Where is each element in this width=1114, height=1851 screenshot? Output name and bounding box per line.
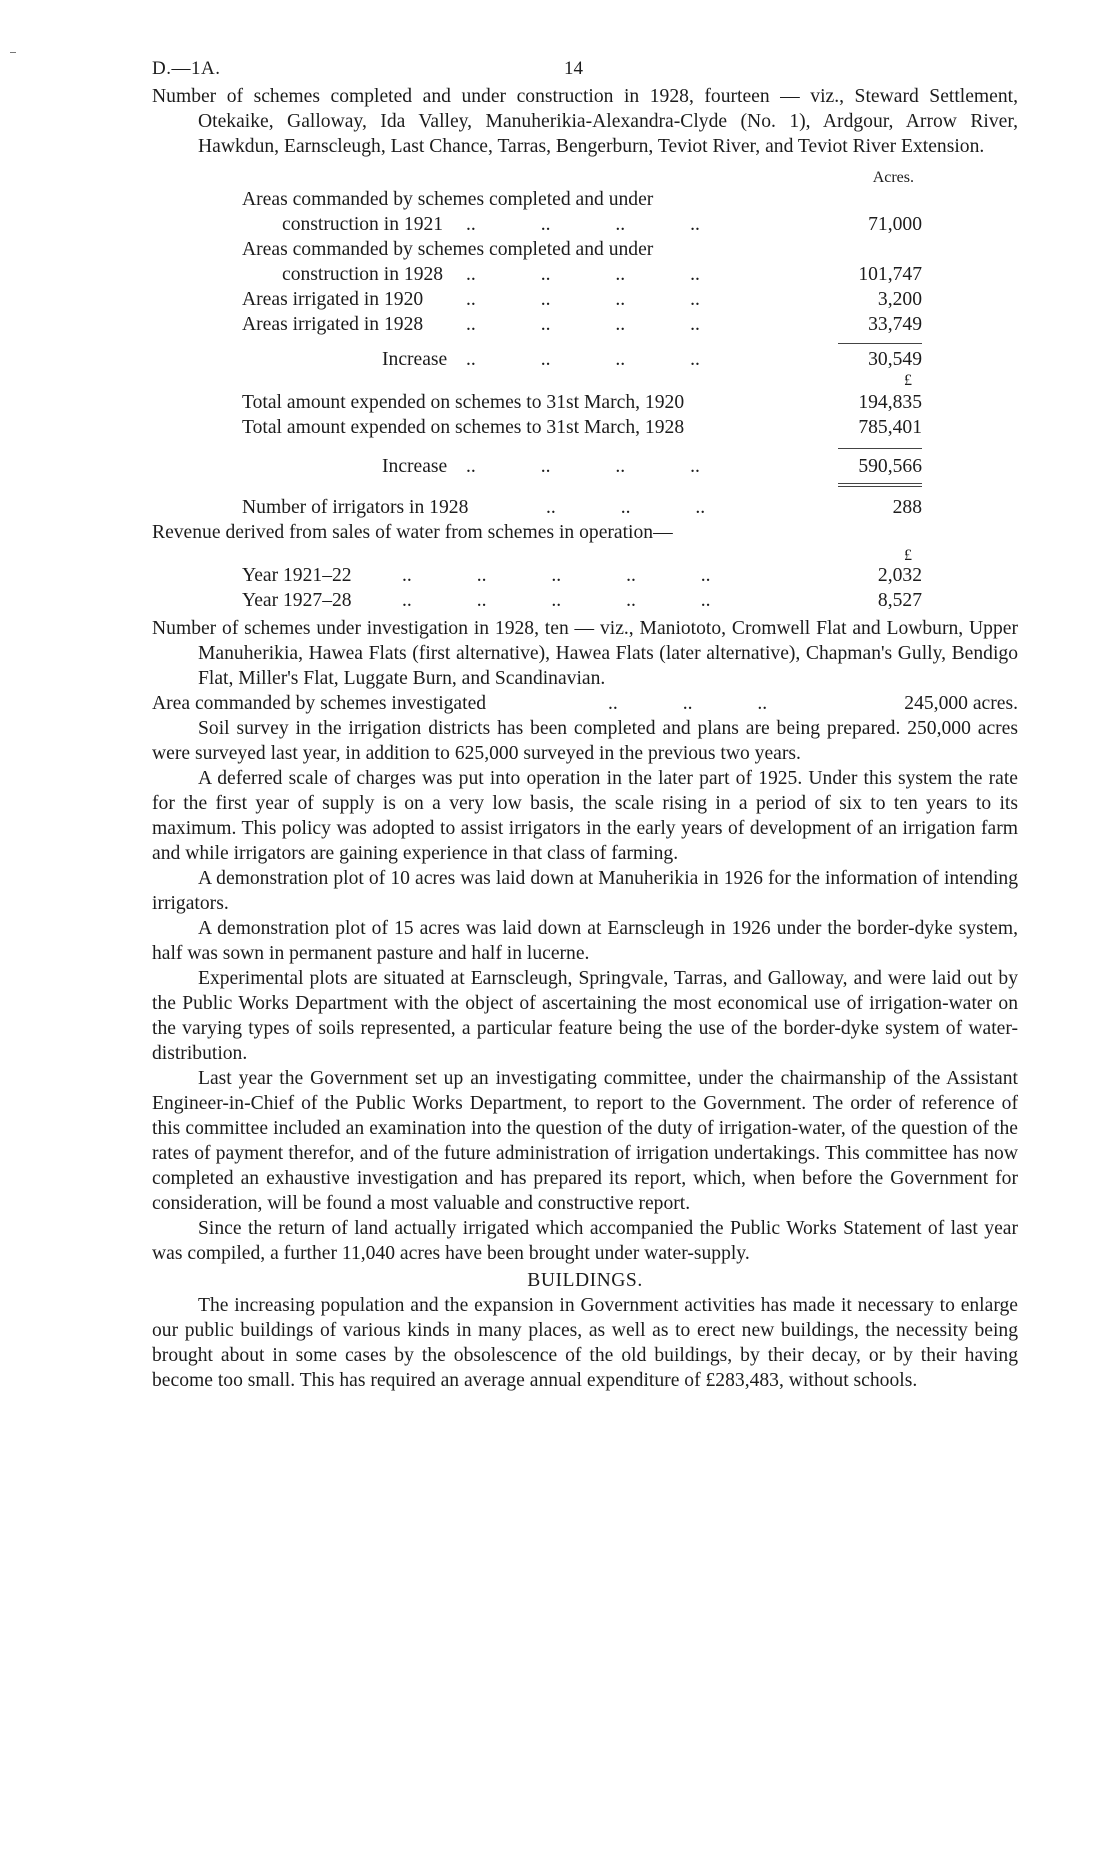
irrigated-1920-row: Areas irrigated in 1920 .. .. .. .. 3,200 [242, 289, 922, 310]
document-page [152, 52, 1018, 1393]
areas-row-1928-line1: Areas commanded by schemes completed and under [242, 239, 654, 260]
areas-row-1921-line1: Areas commanded by schemes completed and under [242, 189, 654, 210]
paragraph-experimental-plots: Experimental plots are situated at Earnscleugh, Springvale, Tarras, and Galloway, and were laid out by the Public Works Department with the object of ascertaining the most economical use of irrigation-water on the varying types of soils represented, a particular feature being the use of the border-dyke system of water-distribution. [152, 968, 1018, 1064]
acres-unit-label: Acres. [872, 169, 914, 186]
irrigated-1928-row: Areas irrigated in 1928 .. .. .. .. 33,749 [242, 314, 922, 335]
areas-table [152, 165, 1018, 613]
irrigated-1928-value: 33,749 [868, 314, 922, 335]
paragraph-demonstration-earnscleugh: A demonstration plot of 15 acres was laid down at Earnscleugh in 1926 under the border-dyke system, half was sown in permanent pasture and half in lucerne. [152, 918, 1018, 964]
irrigators-row: Number of irrigators in 1928 .. .. .. 288 [242, 497, 922, 518]
expenditure-1920-value: 194,835 [858, 392, 922, 413]
irrigated-1920-value: 3,200 [877, 289, 922, 310]
increase-value: 30,549 [868, 349, 922, 370]
double-rule-top [838, 483, 922, 484]
document-code: D.—1A. [152, 58, 221, 79]
page-number: 14 [564, 58, 583, 79]
paragraph-land-irrigated: Since the return of land actually irrigated which accompanied the Public Works Statement of last year was compiled, a further 11,040 acres have been brought under water-supply. [152, 1218, 1018, 1264]
schemes-completed-paragraph: Number of schemes completed and under construction in 1928, fourteen — viz., Steward Settlement, Otekaike, Galloway, Ida Valley, Manuherikia-Alexandra-Clyde (No. 1), Ardgour, Arrow River, Hawkdun, Earnscleugh, Last Chance, Tarras, Bengerburn, Teviot River, and Teviot River Extension. [152, 86, 1018, 157]
paragraph-committee: Last year the Government set up an investigating committee, under the chairmanship of the Assistant Engineer-in-Chief of the Public Works Department, to report to the Government. The order of reference of this committee included an examination into the question of the duty of irrigation-water, of the question of the rates of payment therefor, and of the future administration of irrigation undertakings. This committee has now completed an exhaustive investigation and has prepared its report, which, when before the Government for consideration, will be found a most valuable and constructive report. [152, 1068, 1018, 1214]
area-investigated-row: Area commanded by schemes investigated .. .. .. 245,000 acres. [152, 693, 1018, 714]
increase-row: Increase .. .. .. .. 30,549 [382, 349, 922, 370]
irrigators-value: 288 [892, 497, 922, 518]
paragraph-soil-survey: Soil survey in the irrigation districts has been completed and plans are being prepared. 250,000 acres were surveyed last year, in addition to 625,000 surveyed in the previous two years. [152, 718, 1018, 764]
increase-2-value: 590,566 [858, 456, 922, 477]
expenditure-1928-row: Total amount expended on schemes to 31st March, 1928 785,401 [242, 417, 922, 438]
revenue-unit-label: £ [904, 547, 912, 564]
revenue-1927-value: 8,527 [877, 590, 922, 611]
revenue-1927-row: Year 1927–28 .. .. .. .. .. 8,527 [242, 590, 922, 611]
increase-2-row: Increase .. .. .. .. 590,566 [382, 456, 922, 477]
areas-row-1921: construction in 1921 .. .. .. .. 71,000 [282, 214, 922, 235]
double-rule-bottom [838, 486, 922, 487]
areas-1921-value: 71,000 [868, 214, 922, 235]
area-investigated-value: 245,000 acres. [904, 693, 1018, 714]
margin-mark [10, 52, 16, 53]
expenditure-1920-row: Total amount expended on schemes to 31st March, 1920 194,835 [242, 392, 922, 413]
expenditure-1928-value: 785,401 [858, 417, 922, 438]
pounds-unit-label: £ [904, 372, 912, 389]
revenue-heading-row: Revenue derived from sales of water from schemes in operation— [152, 522, 673, 543]
areas-row-1928: construction in 1928 .. .. .. .. 101,747 [282, 264, 922, 285]
sum-rule-2 [838, 448, 922, 449]
sum-rule [838, 343, 922, 344]
page-header [152, 52, 1018, 82]
paragraph-demonstration-manuherikia: A demonstration plot of 10 acres was laid down at Manuherikia in 1926 for the information of intending irrigators. [152, 868, 1018, 914]
areas-1928-value: 101,747 [858, 264, 922, 285]
buildings-heading: BUILDINGS. [527, 1270, 643, 1291]
paragraph-buildings: The increasing population and the expansion in Government activities has made it necessary to enlarge our public buildings of various kinds in many places, as well as to erect new buildings, the necessity being brought about in some cases by the obsolescence of the old buildings, by their decay, or by their having become too small. This has required an average annual expenditure of £283,483, without schools. [152, 1295, 1018, 1391]
revenue-1921-value: 2,032 [877, 565, 922, 586]
revenue-1921-row: Year 1921–22 .. .. .. .. .. 2,032 [242, 565, 922, 586]
paragraph-deferred-scale: A deferred scale of charges was put into operation in the later part of 1925. Under this system the rate for the first year of supply is on a very low basis, the scale rising in a period of six to ten years to its maximum. This policy was adopted to assist irrigators in the early years of development of an irrigation farm and while irrigators are gaining experience in that class of farming. [152, 768, 1018, 864]
schemes-investigation-paragraph: Number of schemes under investigation in 1928, ten — viz., Maniototo, Cromwell Flat and Lowburn, Upper Manuherikia, Hawea Flats (first alternative), Hawea Flats (later alternative), Chapman's Gully, Bendigo Flat, Miller's Flat, Luggate Burn, and Scandinavian. [152, 618, 1018, 689]
